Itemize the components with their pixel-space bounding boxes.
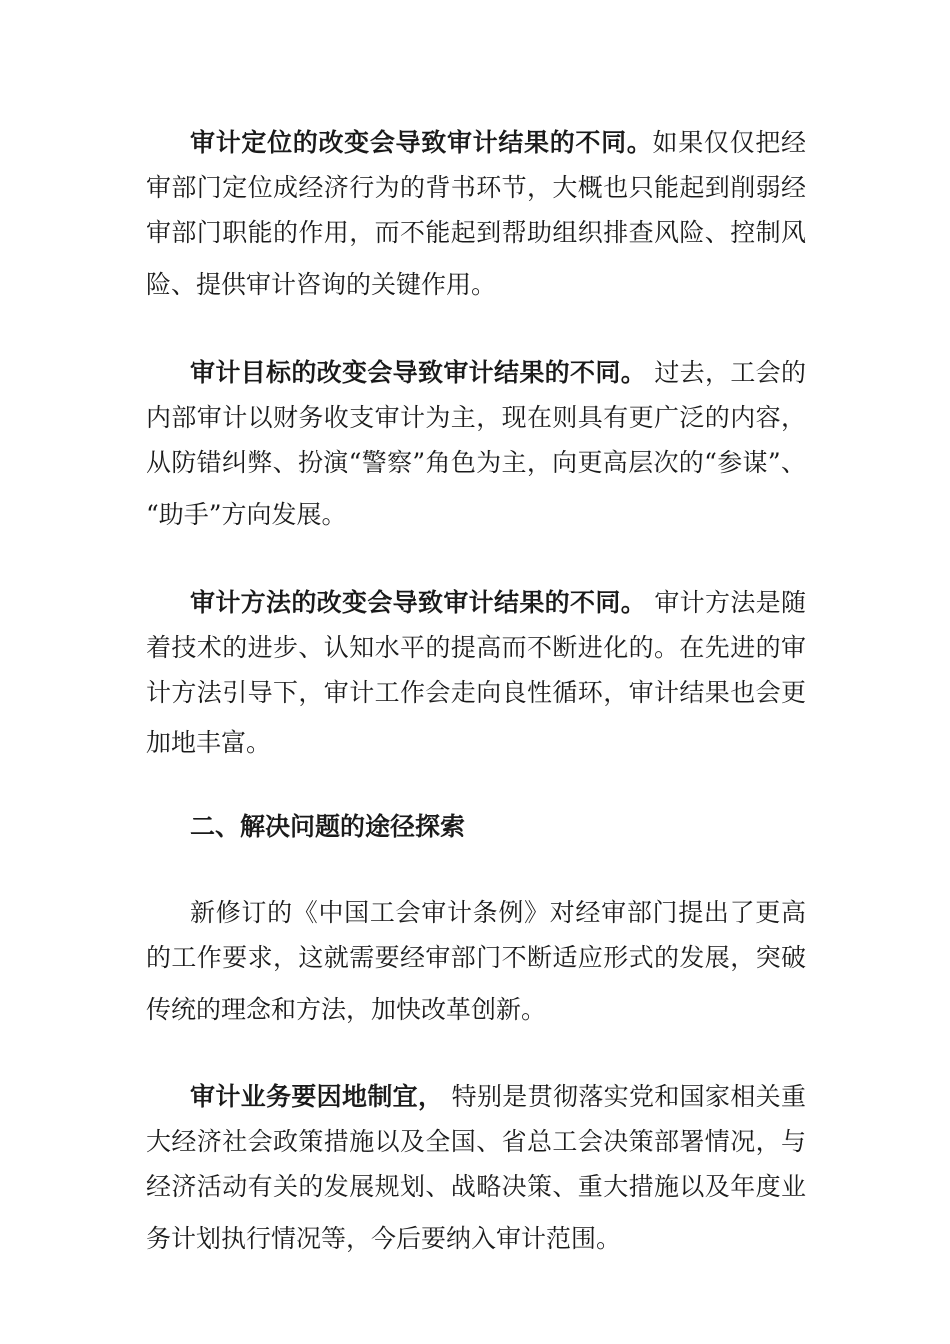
- paragraph-1-line-1: [190, 128, 806, 158]
- paragraph-2-line-4: “助手”方向发展。: [146, 500, 347, 529]
- paragraph-2-line-3: 从防错纠弊、扮演“警察”角色为主，向更高层次的“参谋”、: [146, 448, 806, 477]
- paragraph-2-line-2: 内部审计以财务收支审计为主，现在则具有更广泛的内容，: [146, 403, 806, 432]
- paragraph-3-line-2: 着技术的进步、认知水平的提高而不断进化的。在先进的审: [146, 633, 806, 662]
- paragraph-4-line-3: 传统的理念和方法，加快改革创新。: [146, 995, 547, 1024]
- paragraph-2-lead: 审计目标的改变会导致审计结果的不同。: [190, 358, 647, 387]
- paragraph-1-first-rest: 如果仅仅把经: [652, 128, 806, 157]
- paragraph-2-first-rest: 过去，工会的: [646, 358, 806, 387]
- section-heading: [190, 812, 806, 842]
- paragraph-3-first-rest: 审计方法是随: [646, 588, 806, 617]
- paragraph-1-line-2: 审部门定位成经济行为的背书环节，大概也只能起到削弱经: [146, 173, 806, 202]
- paragraph-2-line-1: [190, 358, 806, 388]
- paragraph-5-line-1: [190, 1082, 806, 1112]
- paragraph-1-line-3: 审部门职能的作用，而不能起到帮助组织排查风险、控制风: [146, 218, 806, 247]
- paragraph-3-line-3: 计方法引导下，审计工作会走向良性循环，审计结果也会更: [146, 678, 806, 707]
- paragraph-5-line-2: 大经济社会政策措施以及全国、省总工会决策部署情况，与: [146, 1127, 806, 1156]
- paragraph-1-line-4: 险、提供审计咨询的关键作用。: [146, 270, 497, 299]
- paragraph-3-lead: 审计方法的改变会导致审计结果的不同。: [190, 588, 647, 617]
- paragraph-3-line-4: 加地丰富。: [146, 728, 272, 757]
- paragraph-5-first-rest: 特别是贯彻落实党和国家相关重: [443, 1082, 806, 1111]
- paragraph-5-lead: 审计业务要因地制宜，: [190, 1082, 444, 1111]
- paragraph-4-line-1: [190, 898, 806, 928]
- paragraph-5-line-3: 经济活动有关的发展规划、战略决策、重大措施以及年度业: [146, 1172, 806, 1201]
- paragraph-5-line-4: 务计划执行情况等，今后要纳入审计范围。: [146, 1224, 622, 1253]
- paragraph-4-first-rest: 新修订的《中国工会审计条例》对经审部门提出了更高: [190, 898, 806, 927]
- section-heading-text: 二、解决问题的途径探索: [190, 812, 466, 841]
- paragraph-3-line-1: [190, 588, 806, 618]
- paragraph-4-line-2: 的工作要求，这就需要经审部门不断适应形式的发展，突破: [146, 943, 806, 972]
- paragraph-1-lead: 审计定位的改变会导致审计结果的不同。: [190, 128, 653, 157]
